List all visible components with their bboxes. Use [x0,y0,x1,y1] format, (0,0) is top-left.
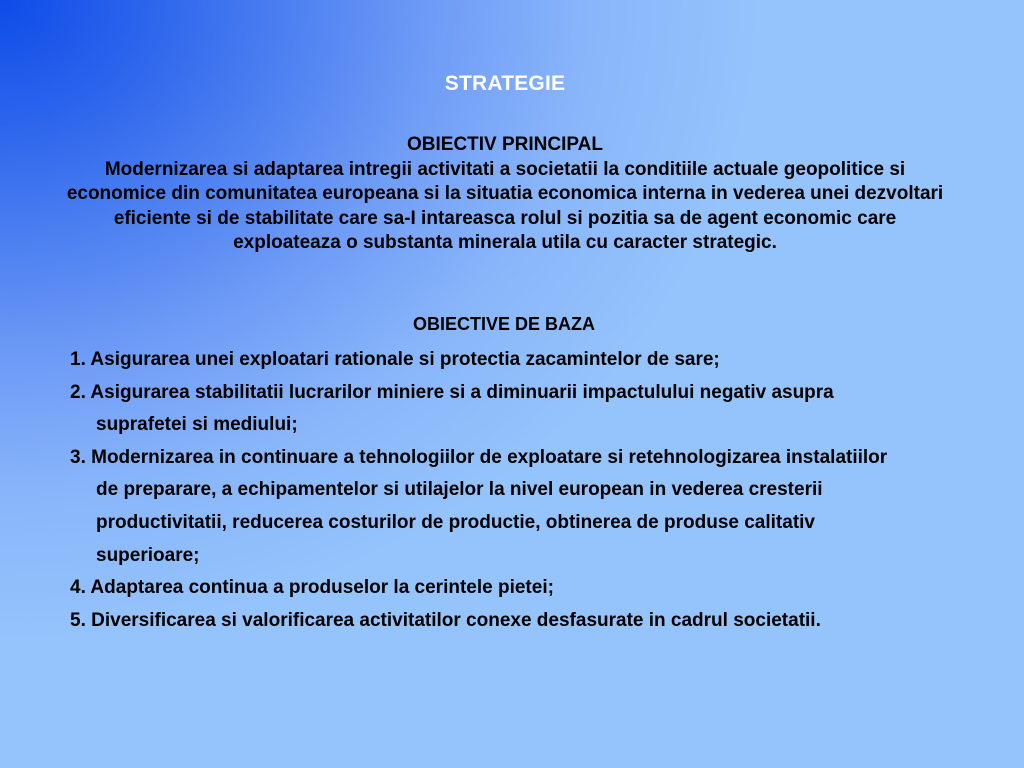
list-item: 1. Asigurarea unei exploatari rationale si protectia zacamintelor de sare; [70,349,720,370]
list-item: 2. Asigurarea stabilitatii lucrarilor miniere si a diminuarii impactulului negativ asupra suprafetei si mediului; [70,381,834,436]
principal-objective-text: Modernizarea si adaptarea intregii activitati a societatii la conditiile actuale geopolitice si economice din comunitatea europeana si la situatia economica interna in vederea unei dezvoltari eficiente si de stabilitate care sa-I intareasca rolul si pozitia sa de agent economic care exploateaza o substanta minerala utila cu caracter strategic. [66,158,944,253]
base-objectives-heading: OBIECTIVE DE BAZA [412,314,595,334]
slide-title: STRATEGIE [444,72,566,95]
base-objectives-list [70,344,890,637]
list-item: 5. Diversificarea si valorificarea activitatilor conexe desfasurate in cadrul societatii. [70,609,821,631]
list-item: 3. Modernizarea in continuare a tehnologiilor de exploatare si retehnologizarea instalatiilor de preparare, a echipamentelor si utilajelor la nivel european in vederea cresterii productivitatii, reducerea costurilor de productie, obtinerea de produse calitativ superioare; [70,446,888,566]
list-item: 4. Adaptarea continua a produselor la cerintele pietei; [70,577,554,599]
principal-objective-heading: OBIECTIV PRINCIPAL [407,134,603,155]
principal-objective-block [60,133,950,256]
